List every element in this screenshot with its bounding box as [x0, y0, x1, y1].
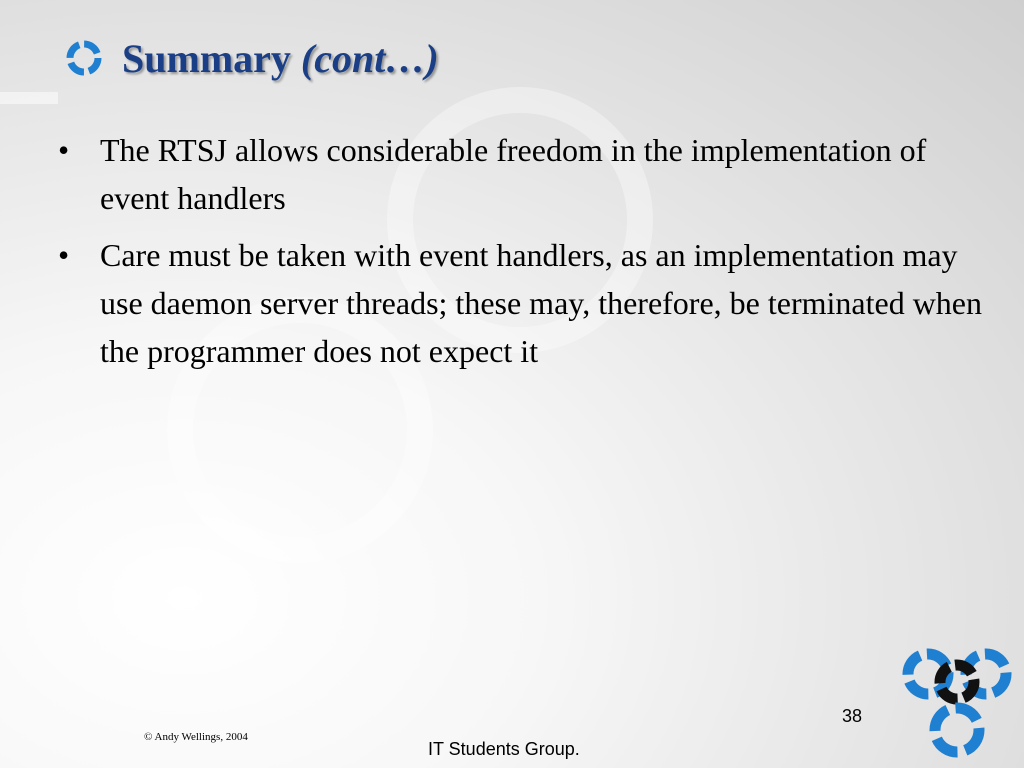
title-row	[64, 28, 439, 88]
bullet-dot: •	[58, 132, 70, 168]
title-main: Summary	[122, 35, 291, 81]
slide-title	[122, 35, 439, 82]
bullet-item	[58, 231, 988, 375]
interlocking-rings-logo	[900, 644, 1018, 762]
title-cont: (cont…)	[300, 35, 439, 81]
footer-group-name: IT Students Group.	[428, 739, 580, 759]
bullet-list	[58, 126, 988, 384]
bullet-text: Care must be taken with event handlers, as an implementation may use daemon server threads; these may, therefore, be terminated when the programmer does not expect it	[100, 237, 982, 369]
copyright-text: © Andy Wellings, 2004	[144, 731, 248, 743]
page-number: 38	[842, 706, 863, 726]
bullet-text: The RTSJ allows considerable freedom in the implementation of event handlers	[100, 132, 927, 216]
ring-icon	[64, 38, 104, 78]
bullet-item	[58, 126, 988, 222]
bullet-dot: •	[58, 237, 70, 273]
